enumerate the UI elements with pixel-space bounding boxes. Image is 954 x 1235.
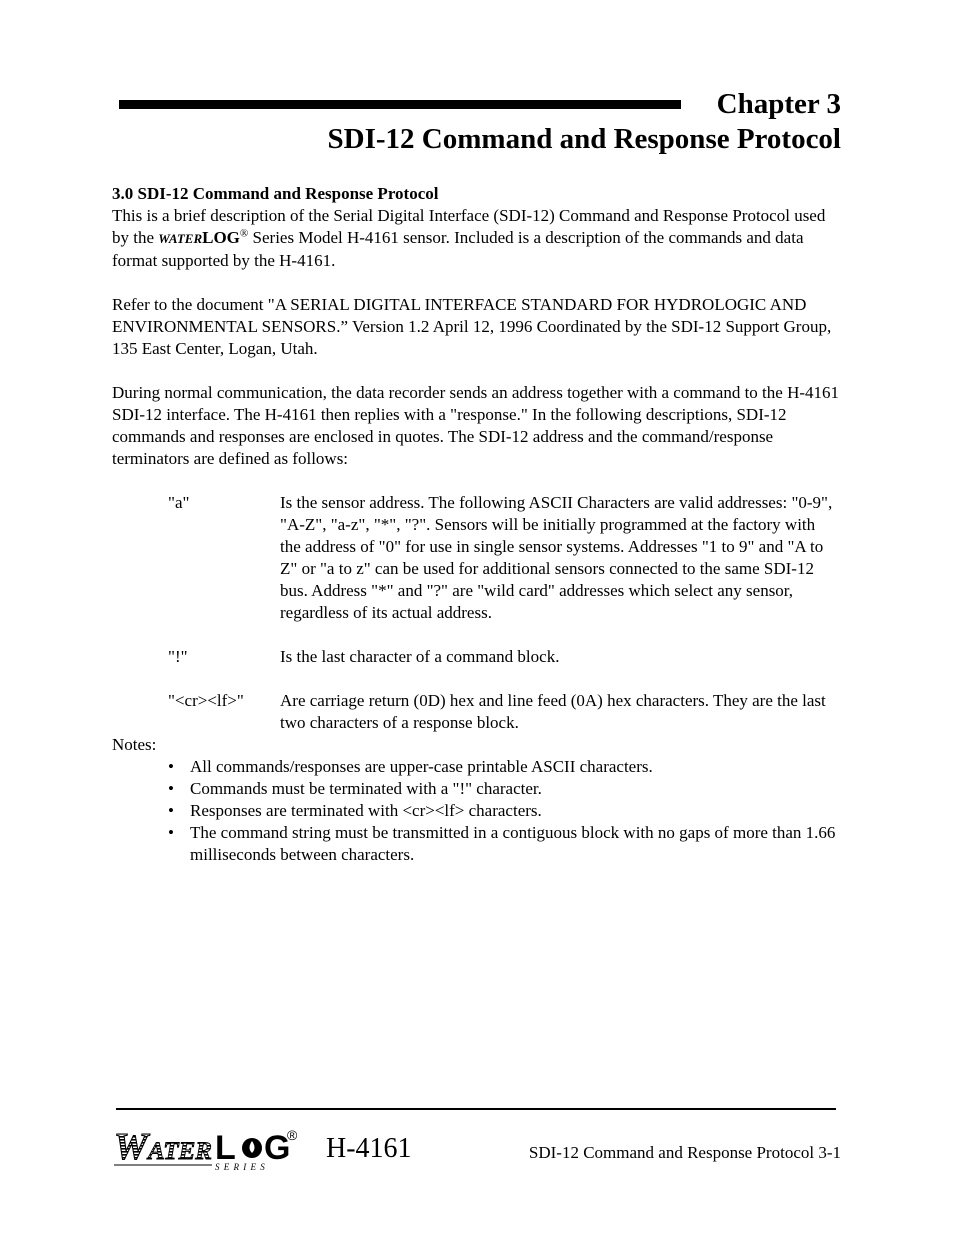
spacer xyxy=(112,470,840,492)
reference-paragraph: Refer to the document "A SERIAL DIGITAL INTERFACE STANDARD FOR HYDROLOGIC AND ENVIRONMENTAL SENSORS.” Version 1.2 April 12, 1996 Coordinated by the SDI-12 Support Group, 135 East Center, Logan, Utah. xyxy=(112,295,832,358)
definition-description: Is the sensor address. The following ASCII Characters are valid addresses: "0-9", "A-Z", "a-z", "*", "?". Sensors will be initially programmed at the factory with the address of "0" for use in single sensor systems. Addresses "1 to 9" and "A to Z" or "a to z" can be used for additional sensors connected to the same SDI-12 bus. Address "*" and "?" are "wild card" addresses which select any sensor, regardless of its actual address. xyxy=(280,493,833,622)
spacer xyxy=(112,668,840,690)
waterlog-series-logo xyxy=(114,1124,304,1172)
svg-text:®: ® xyxy=(287,1127,298,1143)
brand-log: LOG xyxy=(202,228,240,247)
svg-text:L: L xyxy=(215,1129,236,1167)
chapter-title: SDI-12 Command and Response Protocol xyxy=(327,123,841,155)
notes-label: Notes: xyxy=(112,735,157,754)
svg-text:S E R I E S: S E R I E S xyxy=(215,1162,266,1172)
bullet-icon: • xyxy=(168,779,174,798)
svg-text:W: W xyxy=(114,1126,148,1168)
communication-paragraph: During normal communication, the data recorder sends an address together with a command to the H-4161 SDI-12 interface. The H-4161 then replies with a "response." In the following descriptions, SDI-12 commands and responses are enclosed in quotes. The SDI-12 address and the command/response terminators are defined as follows: xyxy=(112,383,840,468)
page-body xyxy=(112,183,840,866)
note-text: Commands must be terminated with a "!" character. xyxy=(190,779,542,798)
waterlog-brand xyxy=(158,228,240,247)
list-item xyxy=(168,778,840,800)
spacer xyxy=(112,272,840,294)
section-heading: 3.0 SDI-12 Command and Response Protocol xyxy=(112,184,439,203)
note-text: All commands/responses are upper-case printable ASCII characters. xyxy=(190,757,653,776)
spacer xyxy=(112,624,840,646)
list-item xyxy=(168,822,840,866)
definition-list xyxy=(112,492,840,734)
svg-text:G: G xyxy=(264,1129,291,1167)
intro-text-after: Series Model H-4161 sensor. Included is a description of the commands and data format supported by the H-4161. xyxy=(112,228,804,270)
intro-text-before: This is a brief description of the Serial Digital Interface (SDI-12) Command and Response Protocol used by the xyxy=(112,206,826,247)
definition-term: "a" xyxy=(168,493,190,512)
definition-description: Is the last character of a command block. xyxy=(280,647,560,666)
model-number: H-4161 xyxy=(326,1133,412,1164)
definition-term: "!" xyxy=(168,647,188,666)
registered-mark: ® xyxy=(239,227,249,240)
note-text: Responses are terminated with <cr><lf> characters. xyxy=(190,801,542,820)
footer-rule xyxy=(116,1108,836,1110)
footer-section-page: SDI-12 Command and Response Protocol 3-1 xyxy=(528,1143,841,1162)
bullet-icon: • xyxy=(168,801,174,820)
header-rule xyxy=(119,100,681,109)
definition-address xyxy=(112,492,840,624)
definition-description: Are carriage return (0D) hex and line feed (0A) hex characters. They are the last two characters of a response block. xyxy=(280,691,826,732)
list-item xyxy=(168,756,840,778)
chapter-number: Chapter 3 xyxy=(716,88,841,120)
spacer xyxy=(112,360,840,382)
list-item xyxy=(168,800,840,822)
bullet-icon: • xyxy=(168,823,174,842)
definition-crlf xyxy=(112,690,840,734)
brand-water: WATER xyxy=(158,231,203,246)
intro-paragraph xyxy=(112,205,840,272)
bullet-icon: • xyxy=(168,757,174,776)
definition-terminator xyxy=(112,646,840,668)
svg-text:ATER: ATER xyxy=(148,1138,212,1165)
notes-list xyxy=(112,756,840,866)
note-text: The command string must be transmitted in a contiguous block with no gaps of more than 1.66 milliseconds between characters. xyxy=(190,823,836,864)
definition-term: "<cr><lf>" xyxy=(168,691,244,710)
